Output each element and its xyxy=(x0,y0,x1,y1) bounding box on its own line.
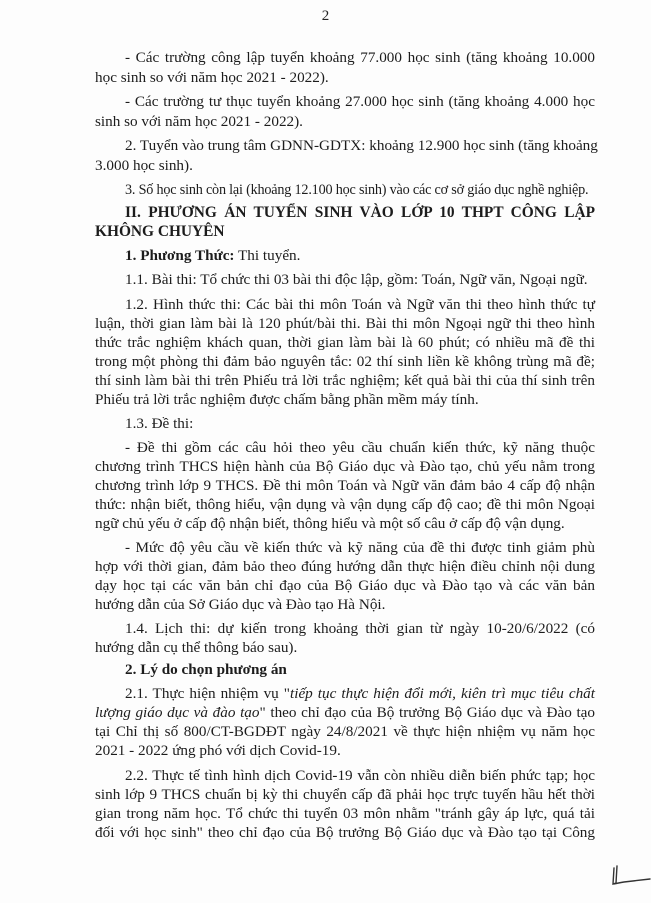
text-line: 3. Số học sinh còn lại (khoảng 12.100 học sinh) vào các cơ sở giáo dục nghề nghiệp. xyxy=(125,182,589,198)
text-line: sinh lớp 9 THCS chuẩn bị kỳ thi chuyển cấp đã phải học trực tuyến hầu hết thời xyxy=(95,786,595,803)
text-line: dạy học tại các văn bản chỉ đạo của Bộ Giáo dục và Đào tạo và các văn bản xyxy=(95,577,595,594)
section-heading: II. PHƯƠNG ÁN TUYỂN SINH VÀO LỚP 10 THPT CÔNG LẬP xyxy=(125,204,595,221)
text-line: 2. Tuyển vào trung tâm GDNN-GDTX: khoảng 12.900 học sinh (tăng khoảng xyxy=(125,137,598,154)
text-line: hướng dẫn cụ thể thông báo sau). xyxy=(95,639,298,656)
text-line: 1.4. Lịch thi: dự kiến trong khoảng thời gian từ ngày 10-20/6/2022 (có xyxy=(125,620,595,637)
text-line: chương trình THCS hiện hành của Bộ Giáo dục và Đào tạo, chủ yếu nằm trong xyxy=(95,458,595,475)
text-line: 1.2. Hình thức thi: Các bài thi môn Toán và Ngữ văn thi theo hình thức tự xyxy=(125,296,595,313)
italic-quote: lượng giáo dục và đào tạo xyxy=(95,704,260,721)
text-line: - Các trường tư thục tuyển khoảng 27.000 học sinh (tăng khoảng 4.000 học xyxy=(125,93,595,110)
text-line: hướng dẫn của Sở Giáo dục và Đào tạo Hà Nội. xyxy=(95,596,386,613)
subheading-line xyxy=(125,246,595,266)
text-line xyxy=(95,703,595,723)
text-line: 3.000 học sinh). xyxy=(95,157,193,174)
text-line: 1.1. Bài thi: Tổ chức thi 03 bài thi độc lập, gồm: Toán, Ngữ văn, Ngoại ngữ. xyxy=(125,271,588,288)
text-line: 1.3. Đề thi: xyxy=(125,415,194,432)
text-line: 2021 - 2022 ứng phó với dịch Covid-19. xyxy=(95,742,341,759)
text-run: 2.1. Thực hiện nhiệm vụ " xyxy=(125,685,290,702)
subheading-method: 1. Phương Thức: xyxy=(125,247,235,264)
text-line: thức trắc nghiệm khách quan, thời gian làm bài là 60 phút; có nhiều mã đề thi xyxy=(95,334,595,351)
text-line: chương trình lớp 9 THCS. Đề thi môn Toán và Ngữ văn đảm bảo 4 cấp độ nhận xyxy=(95,477,595,494)
text-line: sinh so với năm học 2021 - 2022). xyxy=(95,113,303,130)
text-line: hợp với thời gian, đảm bảo theo đúng hướng dẫn thực hiện điều chỉnh nội dung xyxy=(95,558,595,575)
text-run: " theo chỉ đạo của Bộ trưởng Bộ Giáo dục và Đào tạo xyxy=(259,704,595,721)
italic-quote: tiếp tục thực hiện đổi mới, kiên trì mục tiêu chất xyxy=(290,685,595,702)
text-line: tại Chỉ thị số 800/CT-BGDĐT ngày 24/8/2021 về thực hiện nhiệm vụ năm học xyxy=(95,723,595,740)
text-line: luận, thời gian làm bài là 120 phút/bài thi. Bài thi môn Ngoại ngữ thi theo hình xyxy=(95,315,595,332)
text-line: gian trong năm học. Tổ chức thi tuyển 03 môn nhằm "tránh gây áp lực, quá tải xyxy=(95,805,595,822)
text-line: học sinh so với năm học 2021 - 2022). xyxy=(95,69,329,86)
subheading-method-value: Thi tuyển. xyxy=(234,247,301,264)
text-line: trong một phòng thi đảm bảo nguyên tắc: 02 thí sinh liền kề không trùng mã đề; xyxy=(95,353,595,370)
text-line: - Mức độ yêu cầu về kiến thức và kỹ năng của đề thi được tinh giảm phù xyxy=(125,539,595,556)
text-line: - Các trường công lập tuyển khoảng 77.000 học sinh (tăng khoảng 10.000 xyxy=(125,49,595,66)
text-line: Phiếu trả lời trắc nghiệm được chấm bằng phần mềm máy tính. xyxy=(95,391,479,408)
text-line: - Đề thi gồm các câu hỏi theo yêu cầu chuẩn kiến thức, kỹ năng thuộc xyxy=(125,439,595,456)
text-line: thức: nhận biết, thông hiểu, vận dụng và vận dụng cấp độ cao; đề thi môn Ngoại xyxy=(95,496,595,513)
text-line: thí sinh làm bài thi trên Phiếu trả lời trắc nghiệm; kết quả bài thi của thí sinh trên xyxy=(95,372,595,389)
page-number: 2 xyxy=(321,8,330,24)
initials-signature xyxy=(604,862,651,892)
text-line: đối với học sinh" theo chỉ đạo của Bộ trưởng Bộ Giáo dục và Đào tạo tại Công xyxy=(95,824,595,841)
text-line: 2.2. Thực tế tình hình dịch Covid-19 vẫn còn nhiều diễn biến phức tạp; học xyxy=(125,767,595,784)
section-heading-cont: KHÔNG CHUYÊN xyxy=(95,223,225,240)
text-line: ngữ chủ yếu ở cấp độ nhận biết, thông hiểu và một số câu ở cấp độ vận dụng. xyxy=(95,515,565,532)
subheading-reason: 2. Lý do chọn phương án xyxy=(125,661,287,678)
text-line xyxy=(125,684,595,704)
